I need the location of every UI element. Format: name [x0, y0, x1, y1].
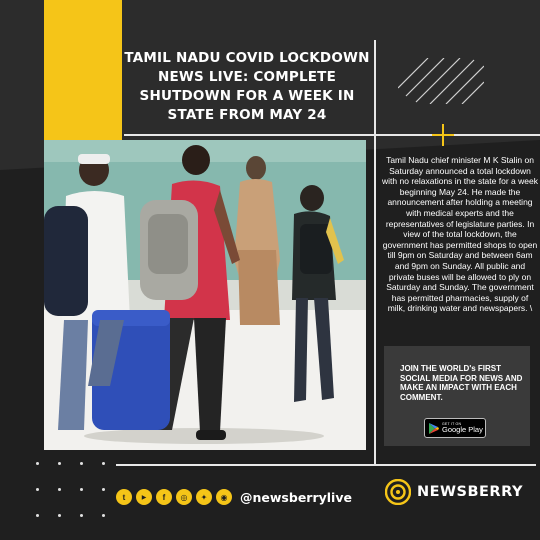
brand-logo	[385, 479, 523, 505]
google-play-small-label: GET IT ON	[442, 421, 462, 426]
tumblr-icon[interactable]: t	[116, 489, 132, 505]
promo-text: JOIN THE WORLD's FIRST SOCIAL MEDIA FOR NEWS AND MAKE AN IMPACT WITH EACH COMMENT.	[400, 364, 523, 402]
dot	[102, 488, 105, 491]
divider-horizontal-bottom	[116, 464, 536, 466]
google-play-icon	[429, 423, 439, 434]
google-play-label: Google Play	[442, 425, 483, 434]
youtube-icon[interactable]: ▶	[136, 489, 152, 505]
dot	[36, 514, 39, 517]
dot	[102, 514, 105, 517]
divider-horizontal-right	[376, 134, 540, 136]
promo-box	[384, 346, 530, 446]
instagram-icon[interactable]: ◎	[176, 489, 192, 505]
headline-block	[124, 40, 370, 134]
dot	[36, 488, 39, 491]
newsberry-logo-icon	[385, 479, 411, 505]
social-bar	[116, 489, 352, 505]
divider-vertical-top	[374, 40, 376, 136]
news-photo-illustration	[44, 140, 366, 450]
google-play-button[interactable]	[424, 418, 486, 438]
facebook-icon[interactable]: f	[156, 489, 172, 505]
headline: TAMIL NADU COVID LOCKDOWN NEWS LIVE: COMPLETE SHUTDOWN FOR A WEEK IN STATE FROM MAY 24	[124, 50, 370, 123]
article-body: Tamil Nadu chief minister M K Stalin on Saturday announced a total lockdown with no relaxations in the state for a week beginning May 24. He made the announcement after holding a meeting with medical experts and the representatives of legislature parties. In view of the total lockdown, the government has permitted shops to open till 9pm on Saturday and between 6am and 9pm on Sunday. All public and private buses will be allowed to ply on Saturday and Sunday. The government has permitted pharmacies, supply of milk, drinking water and newspapers. \	[382, 155, 538, 314]
reddit-icon[interactable]: ◉	[216, 489, 232, 505]
brand-name: NEWSBERRY	[417, 484, 523, 500]
dot	[36, 462, 39, 465]
google-play-text	[442, 423, 483, 434]
divider-vertical-right	[374, 136, 376, 466]
social-handle[interactable]: @newsberrylive	[240, 489, 352, 505]
dot	[80, 514, 83, 517]
dot	[58, 514, 61, 517]
dot	[102, 462, 105, 465]
yellow-accent-bar	[44, 0, 122, 140]
diagonal-stripes-decoration	[398, 58, 484, 104]
dot	[80, 488, 83, 491]
dot-grid-decoration	[36, 462, 108, 522]
news-photo	[44, 140, 366, 450]
dot	[80, 462, 83, 465]
divider-horizontal-top	[124, 134, 376, 136]
dot	[58, 462, 61, 465]
dot	[58, 488, 61, 491]
plus-decoration-icon	[432, 124, 454, 146]
twitter-icon[interactable]: ✦	[196, 489, 212, 505]
